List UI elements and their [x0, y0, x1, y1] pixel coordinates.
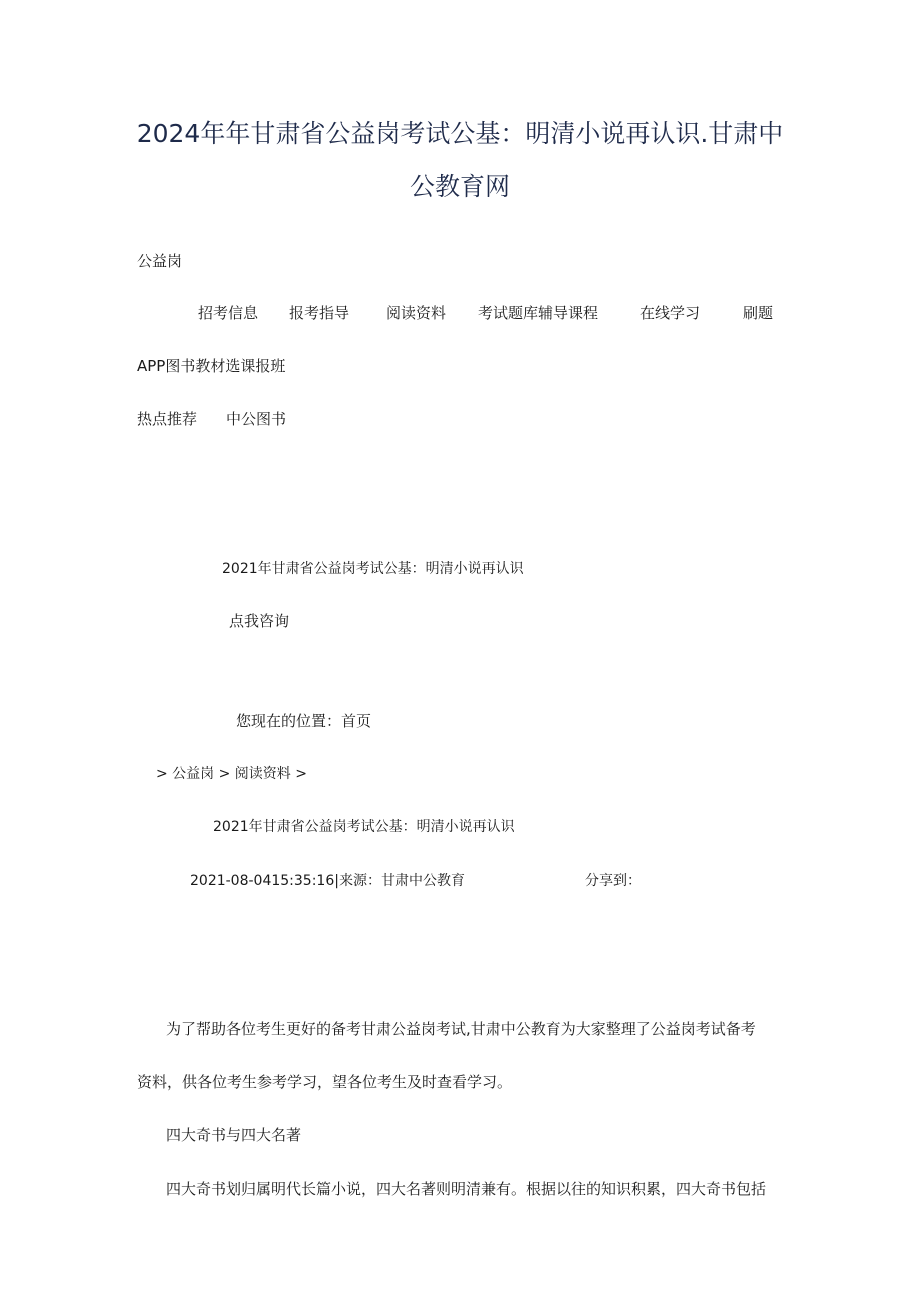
banner-headline: 2021年甘肃省公益岗考试公基：明清小说再认识	[222, 561, 524, 577]
intro-line-1: 为了帮助各位考生更好的备考甘肃公益岗考试,甘肃中公教育为大家整理了公益岗考试备考	[166, 1020, 756, 1038]
nav-item-reading-materials[interactable]: 阅读资料	[386, 304, 447, 322]
title-line-2: 公教育网	[409, 172, 510, 201]
breadcrumb-prefix[interactable]: 您现在的位置：首页	[236, 712, 372, 730]
nav-item-offcn-books[interactable]: 中公图书	[226, 410, 287, 428]
article-title: 2021年甘肃省公益岗考试公基：明清小说再认识	[213, 819, 515, 835]
share-label: 分享到：	[585, 873, 641, 889]
nav-item-application-guide[interactable]: 报考指导	[289, 304, 350, 322]
nav-item-question-bank-courses[interactable]: 考试题库辅导课程	[478, 304, 599, 322]
nav-item-practice[interactable]: 刷题	[743, 304, 774, 322]
paragraph-1: 四大奇书划归属明代长篇小说，四大名著则明清兼有。根据以往的知识积累，四大奇书包括	[166, 1180, 767, 1198]
nav-item-online-learning[interactable]: 在线学习	[640, 304, 701, 322]
title-line-1: 2024年年甘肃省公益岗考试公基：明清小说再认识.甘肃中	[136, 119, 784, 148]
breadcrumb-trail[interactable]: > 公益岗 > 阅读资料 >	[156, 766, 307, 782]
nav-row-app-books-courses[interactable]: APP图书教材选课报班	[137, 357, 286, 375]
section-label: 公益岗	[137, 252, 183, 270]
nav-item-recruitment-info[interactable]: 招考信息	[198, 304, 259, 322]
nav-item-hot-recommend[interactable]: 热点推荐	[137, 410, 198, 428]
intro-line-2: 资料，供各位考生参考学习，望各位考生及时查看学习。	[137, 1073, 513, 1091]
article-meta: 2021-08-0415:35:16|来源：甘肃中公教育	[190, 873, 465, 889]
subheading: 四大奇书与四大名著	[166, 1126, 302, 1144]
consult-link[interactable]: 点我咨询	[229, 612, 290, 630]
